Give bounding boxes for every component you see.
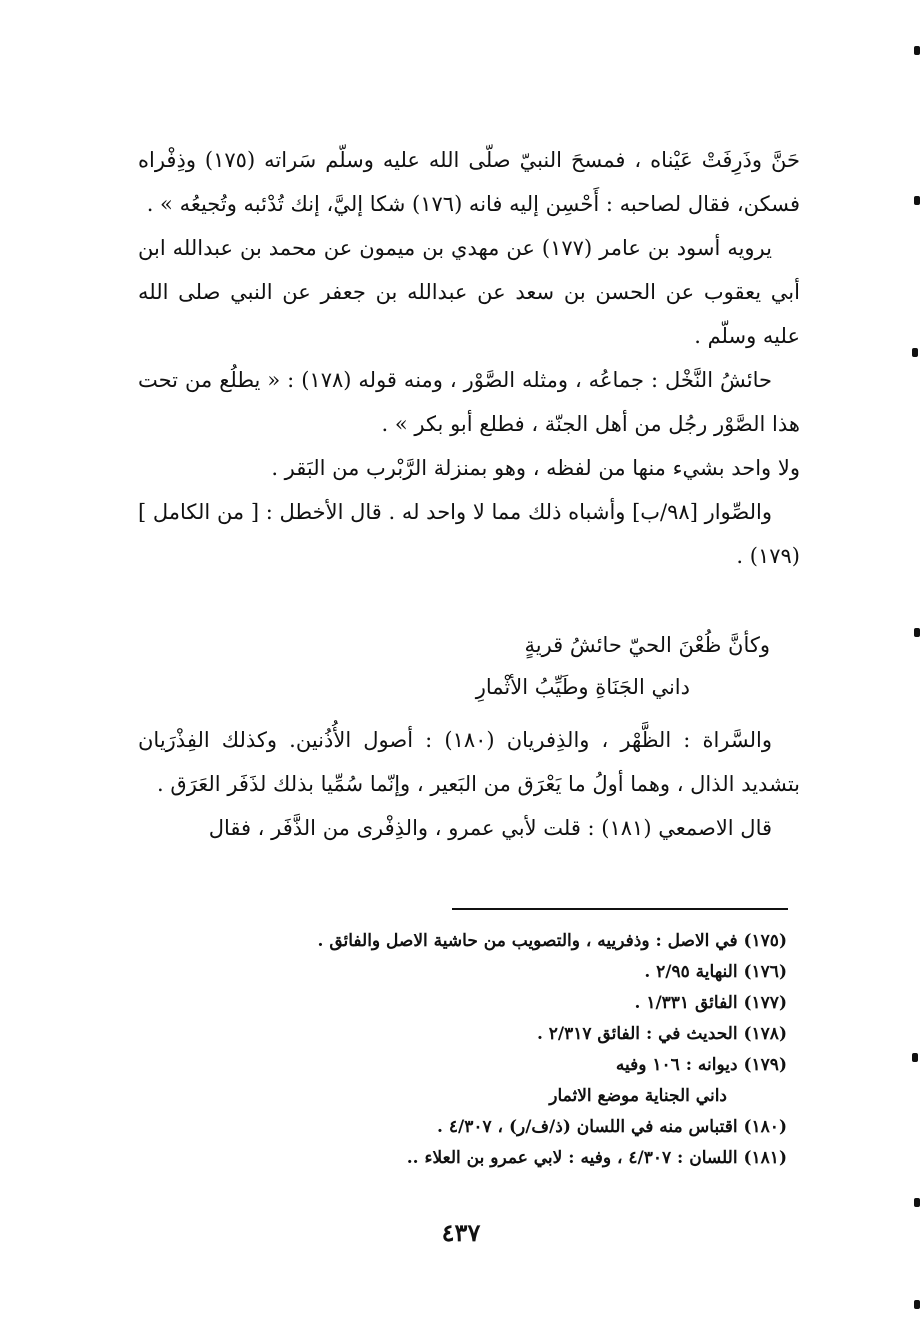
footnote-179: (١٧٩) ديوانه : ١٠٦ وفيه xyxy=(615,1055,787,1075)
scan-edge-mark xyxy=(914,196,920,205)
main-text-block xyxy=(138,138,800,578)
verse-line-1: وكأنَّ ظُعْنَ الحيّ حائشُ قريةٍ xyxy=(524,633,770,657)
paragraph-sarat: والسَّراة : الظَّهْر ، والذِفريان (١٨٠) : أصول الأُذُنين. وكذلك الفِذْرَيان بتشديد الذال ، وهما أولُ ما يَعْرَق من البَعير ، وإنّما سُمِّيا بذلك لذَفَر العَرَق . xyxy=(138,728,800,796)
footnote-176: (١٧٦) النهاية ٢/٩٥ . xyxy=(644,962,787,982)
paragraph-haish: حائشُ النَّخْل : جماعُه ، ومثله الصَّوْر ، ومنه قوله (١٧٨) : « يطلُع من تحت هذا الصَّوْر رجُل من أهل الجنّة ، فطلع أبو بكر » . xyxy=(138,368,800,436)
footnote-175: (١٧٥) في الاصل : وذفرييه ، والتصويب من حاشية الاصل والفائق . xyxy=(317,931,787,951)
verse-line-2: داني الجَنَاةِ وطَيِّبُ الأثْمارِ xyxy=(475,675,690,699)
footnotes xyxy=(147,926,787,1174)
footnote-177: (١٧٧) الفائق ١/٣٣١ . xyxy=(634,993,787,1013)
footnote-179-continuation: داني الجناية موضع الاثمار xyxy=(549,1086,727,1106)
lower-text-block xyxy=(138,718,800,850)
paragraph-no-singular: ولا واحد بشيء منها من لفظه ، وهو بمنزلة الرَّبْرب من البَقر . xyxy=(271,456,800,480)
paragraph-akhtal: والصِّوار [٩٨/ب] وأشباه ذلك مما لا واحد له . قال الأخطل : [ من الكامل ] (١٧٩) . xyxy=(138,500,800,568)
scan-edge-mark xyxy=(914,1198,920,1207)
scan-edge-mark xyxy=(914,46,920,55)
scan-edge-mark xyxy=(912,1053,918,1062)
paragraph-asmai: قال الاصمعي (١٨١) : قلت لأبي عمرو ، والذِفْرى من الذَّفَر ، فقال xyxy=(208,816,772,840)
footnote-181: (١٨١) اللسان : ٤/٣٠٧ ، وفيه : لابي عمرو بن العلاء .. xyxy=(406,1148,787,1168)
footnote-180: (١٨٠) اقتباس منه في اللسان (ذ/ف/ر) ، ٤/٣٠٧ . xyxy=(437,1117,787,1137)
scan-edge-mark xyxy=(914,1300,920,1309)
paragraph-isnad: يرويه أسود بن عامر (١٧٧) عن مهدي بن ميمون عن محمد بن عبدالله ابن أبي يعقوب عن الحسن بن سعد عن عبدالله بن جعفر عن النبي صلى الله عليه وسلّم . xyxy=(138,236,800,348)
footnote-178: (١٧٨) الحديث في : الفائق ٢/٣١٧ . xyxy=(536,1024,787,1044)
scan-edge-mark xyxy=(912,348,918,357)
scan-edge-mark xyxy=(914,628,920,637)
footnote-separator xyxy=(452,908,788,910)
paragraph-hadith-end: حَنَّ وذَرِفَتْ عَيْناه ، فمسحَ النبيّ صلّى الله عليه وسلّم سَراته (١٧٥) وذِفْراه فسكن، فقال لصاحبه : أَحْسِن إليه فانه (١٧٦) شكا إليَّ، إنك تُدْئبه وتُجيعُه » . xyxy=(138,148,800,216)
page-number: ٤٣٧ xyxy=(441,1218,481,1247)
